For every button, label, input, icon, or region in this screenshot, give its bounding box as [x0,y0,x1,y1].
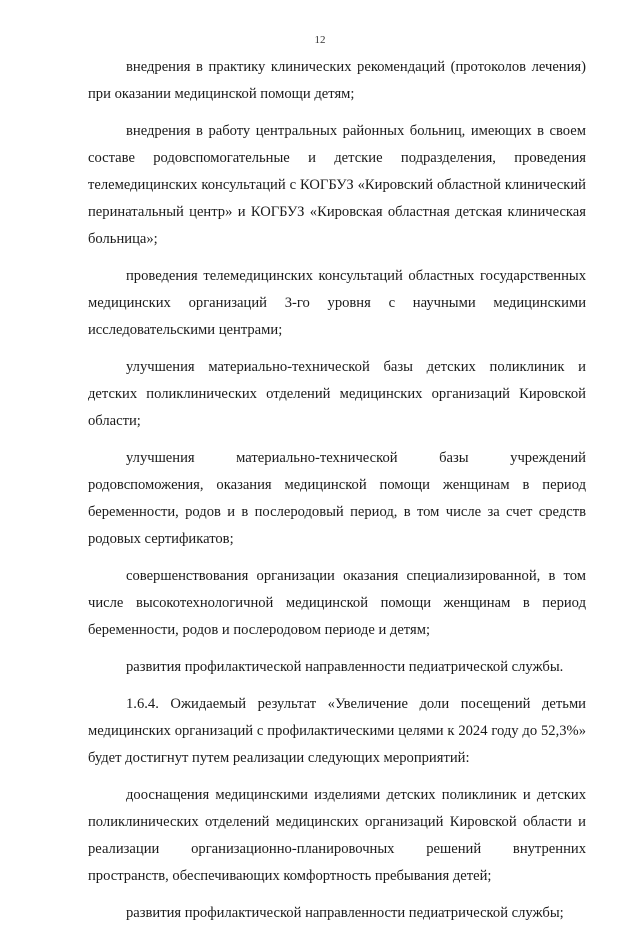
paragraph-equipment: дооснащения медицинскими изделиями детских поликлиник и детских поликлинических отделений медицинских организаций Кировской области и реализации организационно-планировочных решений внутренних пространств, обеспечивающих комфортность пребывания детей; [88,787,586,884]
page-number: 12 [314,34,326,46]
paragraph-clinical-guidelines: внедрения в практику клинических рекомендаций (протоколов лечения) при оказании медицинской помощи детям; [88,59,586,102]
paragraph-specialized-care: совершенствования организации оказания специализированной, в том числе высокотехнологичной медицинской помощи женщинам в период беременности, родов и послеродовом периоде и детям; [88,568,586,638]
page-body [88,54,586,937]
paragraph-obstetric-base: улучшения материально-технической базы учреждений родовспоможения, оказания медицинской помощи женщинам в период беременности, родов и в послеродовый период, в том числе за счет средств родовых сертификатов; [88,450,586,547]
paragraph-prophylaxis-2: развития профилактической направленности педиатрической службы; [126,905,564,921]
paragraph-polyclinics-base: улучшения материально-технической базы детских поликлиник и детских поликлинических отделений медицинских организаций Кировской области; [88,359,586,429]
paragraph-district-hospitals: внедрения в работу центральных районных больниц, имеющих в своем составе родовспомогательные и детские подразделения, проведения телемедицинских консультаций с КОГБУЗ «Кировский областной клинический перинатальный центр» и КОГБУЗ «Кировская областная детская клиническая больница»; [88,123,586,247]
paragraph-telemedicine: проведения телемедицинских консультаций областных государственных медицинских организаций 3-го уровня с научными медицинскими исследовательскими центрами; [88,268,586,338]
paragraph-prophylaxis-1: развития профилактической направленности педиатрической службы. [126,659,564,675]
paragraph-expected-result: 1.6.4. Ожидаемый результат «Увеличение доли посещений детьми медицинских организаций с профилактическими целями к 2024 году до 52,3%» будет достигнут путем реализации следующих мероприятий: [88,696,586,766]
